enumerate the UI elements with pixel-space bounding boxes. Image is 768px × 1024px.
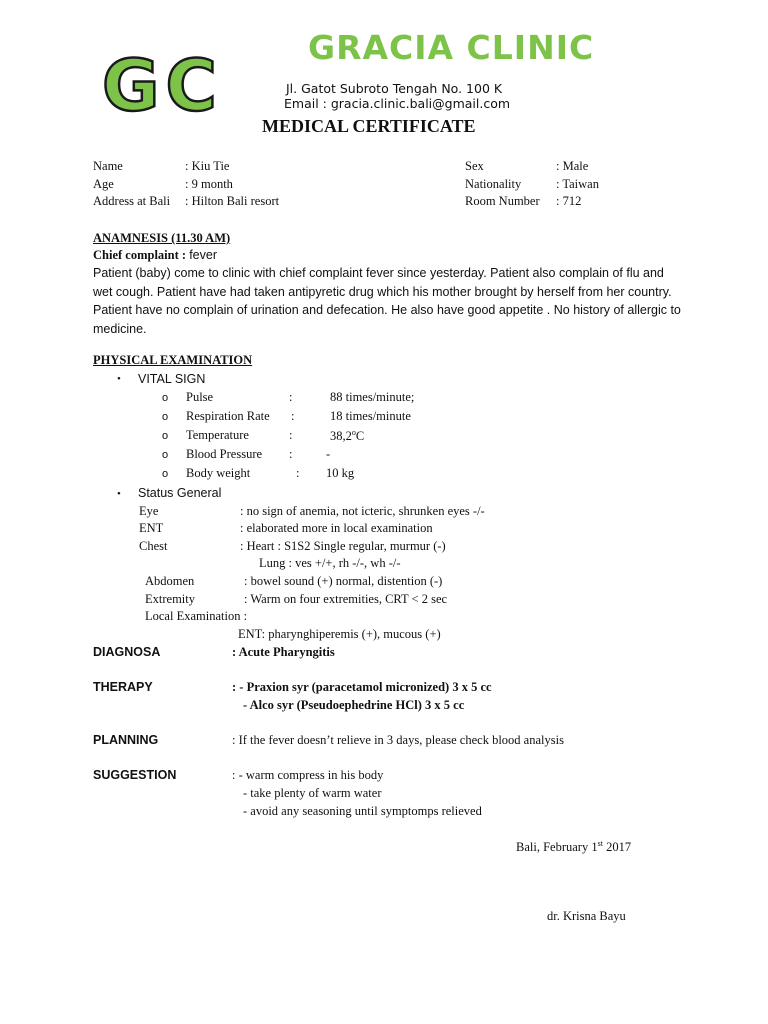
vital-value-temperature: 38,2$^o$C (330, 428, 365, 444)
name-value: : Kiu Tie (185, 159, 230, 173)
bullet-icon: • (117, 373, 121, 385)
vital-colon: : (296, 466, 300, 480)
room-value: : 712 (556, 194, 582, 208)
chief-complaint-label: Chief complaint : (93, 248, 187, 262)
vital-sign-label: VITAL SIGN (138, 372, 206, 386)
sex-value: : Male (556, 159, 589, 173)
chief-complaint-value: fever (189, 248, 217, 262)
diagnosa-label: DIAGNOSA (93, 645, 161, 659)
physical-heading: PHYSICAL EXAMINATION (93, 353, 253, 367)
vital-value-respiration: 18 times/minute (330, 409, 411, 423)
vital-colon: : (289, 428, 293, 442)
clinic-logo (100, 52, 235, 114)
suggestion-line-2: - take plenty of warm water (243, 786, 382, 800)
vital-colon: : (291, 409, 295, 423)
clinic-address: Jl. Gatot Subroto Tengah No. 100 K (286, 81, 503, 96)
sub-bullet-icon: o (162, 392, 169, 404)
suggestion-label: SUGGESTION (93, 768, 177, 782)
age-label: Age (93, 177, 114, 191)
suggestion-line-1: : - warm compress in his body (232, 768, 384, 782)
therapy-line-2: - Alco syr (Pseudoephedrine HCl) 3 x 5 cc (243, 698, 465, 712)
address-value: : Hilton Bali resort (185, 194, 280, 208)
vital-label-respiration: Respiration Rate (186, 409, 270, 423)
status-general-label: Status General (138, 486, 222, 500)
logo-text: GC (102, 52, 223, 114)
sub-bullet-icon: o (162, 468, 169, 480)
vital-colon: : (289, 390, 293, 404)
vital-label-temperature: Temperature (186, 428, 249, 442)
eye-label: Eye (139, 504, 159, 518)
vital-label-pulse: Pulse (186, 390, 214, 404)
therapy-label: THERAPY (93, 680, 153, 694)
room-label: Room Number (465, 194, 540, 208)
ent-label: ENT (139, 521, 164, 535)
anamnesis-paragraph: Patient (baby) come to clinic with chief complaint fever since yesterday. Patient also complain of flu and wet cough. Patient have had taken antipyretic drug which his mother brought by herself from her country. Patient have no complain of urination and defecation. He also have good appetite . No history of allergic to medicine. (93, 266, 681, 336)
vital-label-blood-pressure: Blood Pressure (186, 447, 263, 461)
sub-bullet-icon: o (162, 430, 169, 442)
chest-label: Chest (139, 539, 168, 553)
doctor-name: dr. Krisna Bayu (547, 909, 626, 923)
clinic-email: Email : gracia.clinic.bali@gmail.com (284, 96, 511, 111)
sex-label: Sex (465, 159, 484, 173)
chest-value: : Heart : S1S2 Single regular, murmur (-) (240, 539, 446, 553)
address-label: Address at Bali (93, 194, 171, 208)
eye-value: : no sign of anemia, not icteric, shrunken eyes -/- (240, 504, 485, 518)
vital-value-blood-pressure: - (326, 447, 331, 461)
local-exam-label: Local Examination : (145, 609, 248, 623)
vital-label-body-weight: Body weight (186, 466, 251, 480)
age-value: : 9 month (185, 177, 233, 191)
extremity-label: Extremity (145, 592, 195, 606)
bullet-icon: • (117, 488, 121, 500)
sub-bullet-icon: o (162, 449, 169, 461)
therapy-line-1: : - Praxion syr (paracetamol micronized) 3 x 5 cc (232, 680, 492, 694)
sub-bullet-icon: o (162, 411, 169, 423)
vital-value-pulse: 88 times/minute; (330, 390, 415, 404)
page-title: MEDICAL CERTIFICATE (262, 116, 476, 136)
local-exam-value: ENT: pharynghiperemis (+), mucous (+) (238, 627, 441, 641)
chief-complaint (93, 248, 217, 263)
abdomen-value: : bowel sound (+) normal, distention (-) (244, 574, 443, 588)
date-line: Bali, February 1st 2017 (516, 839, 632, 855)
planning-label: PLANNING (93, 733, 159, 747)
lung-value: Lung : ves +/+, rh -/-, wh -/- (259, 556, 401, 570)
nationality-value: : Taiwan (556, 177, 599, 191)
ent-value: : elaborated more in local examination (240, 521, 433, 535)
degree-sup: o (351, 428, 356, 437)
nationality-label: Nationality (465, 177, 522, 191)
vital-colon: : (289, 447, 293, 461)
abdomen-label: Abdomen (145, 574, 195, 588)
planning-value: : If the fever doesn’t relieve in 3 days, please check blood analysis (232, 733, 564, 747)
vital-value-body-weight: 10 kg (326, 466, 355, 480)
clinic-name: GRACIA CLINIC (308, 28, 595, 67)
extremity-value: : Warm on four extremities, CRT < 2 sec (244, 592, 448, 606)
suggestion-line-3: - avoid any seasoning until symptomps relieved (243, 804, 482, 818)
diagnosa-value: : Acute Pharyngitis (232, 645, 335, 659)
anamnesis-heading: ANAMNESIS (11.30 AM) (93, 231, 231, 245)
name-label: Name (93, 159, 123, 173)
